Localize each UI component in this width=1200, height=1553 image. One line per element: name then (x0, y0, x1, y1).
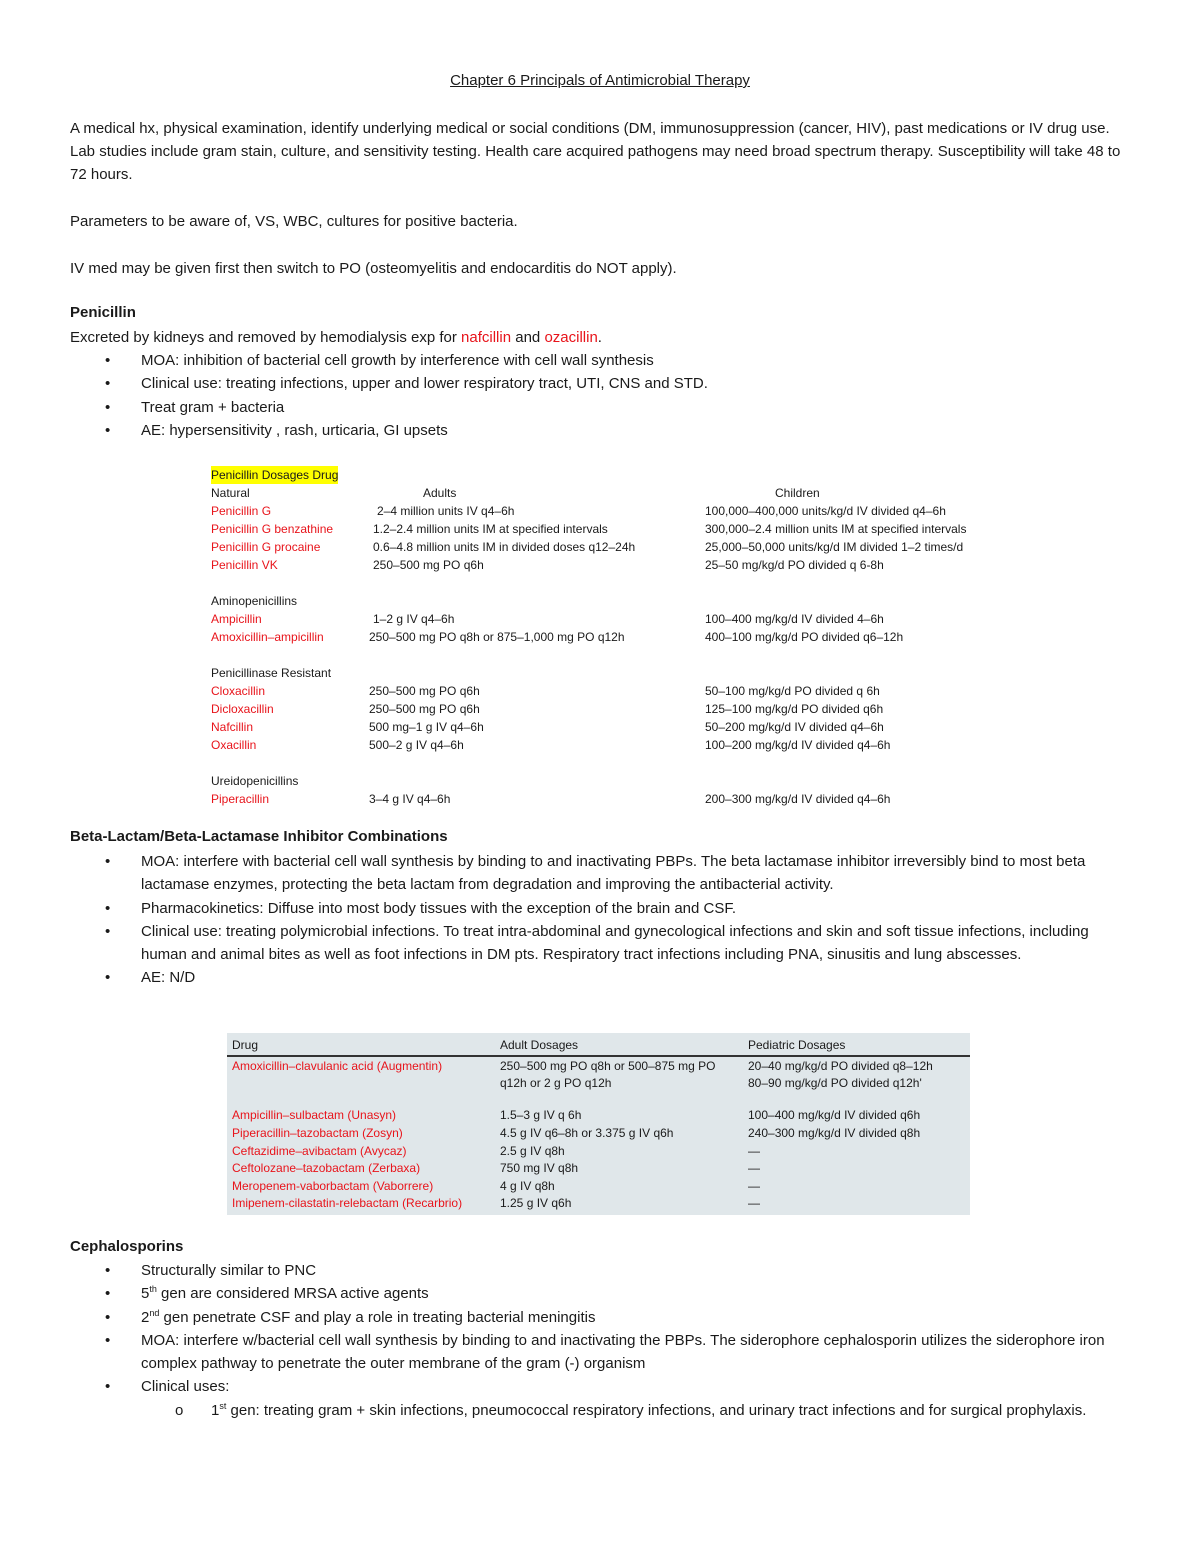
pediatric-dose: 20–40 mg/kg/d PO divided q8–12h (748, 1059, 933, 1073)
pediatric-dose: 80–90 mg/kg/d PO divided q12h' (748, 1076, 922, 1090)
ordinal-suffix: th (149, 1284, 157, 1295)
table-row (211, 790, 1011, 808)
drug-name: Ceftazidime–avibactam (Avycaz) (232, 1144, 407, 1158)
table-row (211, 718, 1011, 736)
child-dose: 125–100 mg/kg/d PO divided q6h (705, 702, 884, 716)
group-name: Natural (211, 486, 250, 500)
list-item: • Structurally similar to PNC (70, 1259, 1130, 1282)
pediatric-dose: 100–400 mg/kg/d IV divided q6h (748, 1108, 921, 1122)
list-item: • MOA: interfere with bacterial cell wall synthesis by binding to and inactivating PBPs. The beta lactamase inhibitor irreversibly bind to most beta lactamase enzymes, protecting the beta lactam from degradation and improving the antibacterial activity. (70, 850, 1130, 897)
group-name: Ureidopenicillins (211, 774, 299, 788)
adult-dose: 4 g IV q8h (500, 1179, 555, 1193)
drug-name: Penicillin G benzathine (211, 522, 334, 536)
drug-name: Imipenem-cilastatin-relebactam (Recarbrio) (232, 1196, 463, 1210)
excretion-and: and (511, 329, 545, 346)
table-row (211, 736, 1011, 754)
col-header-children: Children (775, 486, 820, 500)
pediatric-dose: — (748, 1179, 760, 1193)
excretion-prefix: Excreted by kidneys and removed by hemodialysis exp for (70, 329, 462, 346)
table-row (227, 1059, 970, 1077)
adult-dose: 1.5–3 g IV q 6h (500, 1108, 582, 1122)
drug-name: Ampicillin (211, 612, 262, 626)
adult-dose: 1.25 g IV q6h (500, 1196, 572, 1210)
pediatric-dose: — (748, 1196, 760, 1210)
child-dose: 300,000–2.4 million units IM at specified intervals (705, 522, 967, 536)
drug-name: Meropenem-vaborbactam (Vaborrere) (232, 1179, 434, 1193)
child-dose: 100–200 mg/kg/d IV divided q4–6h (705, 738, 891, 752)
adult-dose: 2.5 g IV q8h (500, 1144, 565, 1158)
penicillin-bullets (70, 349, 1130, 442)
drug-name: Penicillin VK (211, 558, 278, 572)
adult-dose: 3–4 g IV q4–6h (369, 792, 451, 806)
adult-dose: 1.2–2.4 million units IM at specified intervals (373, 522, 608, 536)
table-row (227, 1076, 970, 1094)
col-header-adults: Adults (423, 486, 457, 500)
table-row (211, 502, 1011, 520)
table-row (211, 556, 1011, 574)
child-dose: 200–300 mg/kg/d IV divided q4–6h (705, 792, 891, 806)
adult-dose: 250–500 mg PO q6h (373, 558, 484, 572)
adult-dose: 0.6–4.8 million units IM in divided doses q12–24h (373, 540, 636, 554)
adult-dose: 250–500 mg PO q8h or 500–875 mg PO (500, 1059, 716, 1073)
betalactam-heading: Beta-Lactam/Beta-Lactamase Inhibitor Combinations (70, 828, 448, 845)
clinical-uses-sublist (141, 1399, 1130, 1422)
list-item: • MOA: interfere w/bacterial cell wall synthesis by binding to and inactivating the PBPs. The siderophore cephalosporin utilizes the siderophore iron complex pathway to penetrate the outer membrane of the gram (-) organism (70, 1329, 1130, 1376)
adult-dose: 4.5 g IV q6–8h or 3.375 g IV q6h (500, 1126, 674, 1140)
list-item (70, 1282, 1130, 1305)
table-row (211, 538, 1011, 556)
drug-name: Nafcillin (211, 720, 254, 734)
list-item: • MOA: inhibition of bacterial cell growth by interference with cell wall synthesis (70, 349, 1130, 372)
adult-dose: 2–4 million units IV q4–6h (377, 504, 515, 518)
table-row (211, 610, 1011, 628)
list-item: • Treat gram + bacteria (70, 396, 1130, 419)
header-pediatric-dosages: Pediatric Dosages (748, 1038, 846, 1052)
list-item: • AE: N/D (70, 966, 1130, 989)
table-row (227, 1126, 970, 1144)
table-row (211, 700, 1011, 718)
pediatric-dose: 240–300 mg/kg/d IV divided q8h (748, 1126, 921, 1140)
child-dose: 100–400 mg/kg/d IV divided 4–6h (705, 612, 884, 626)
header-drug: Drug (232, 1038, 259, 1052)
gen-number: 5 (141, 1285, 150, 1303)
cephalosporins-bullets (70, 1259, 1130, 1422)
child-dose: 25,000–50,000 units/kg/d IM divided 1–2 times/d (705, 540, 964, 554)
drug-name: Amoxicillin–ampicillin (211, 630, 324, 644)
gen-number: 1 (211, 1401, 220, 1419)
drug-name: Oxacillin (211, 738, 257, 752)
drug-name: Ceftolozane–tazobactam (Zerbaxa) (232, 1161, 421, 1175)
drug-name: Penicillin G (211, 504, 272, 518)
dosage-table-title: Penicillin Dosages Drug (211, 468, 339, 482)
ordinal-suffix: nd (149, 1307, 160, 1318)
cephalosporins-heading: Cephalosporins (70, 1238, 184, 1255)
adult-dose: 250–500 mg PO q6h (369, 702, 480, 716)
ordinal-suffix: st (219, 1400, 227, 1411)
table-row (211, 628, 1011, 646)
table-row (227, 1144, 970, 1162)
page-title: Chapter 6 Principals of Antimicrobial Therapy (450, 72, 750, 89)
table-header (227, 1033, 970, 1057)
adult-dose: 250–500 mg PO q8h or 875–1,000 mg PO q12h (369, 630, 625, 644)
bullet-text: Clinical uses: (141, 1378, 230, 1396)
child-dose: 50–200 mg/kg/d IV divided q4–6h (705, 720, 884, 734)
intro-paragraph-1: A medical hx, physical examination, identify underlying medical or social conditions (DM, immunosuppression (cancer, HIV), past medications or IV drug use. Lab studies include gram stain, culture, and sensitivity testing. Health care acquired pathogens may need broad spectrum therapy. Susceptibility will take 48 to 72 hours. (70, 120, 1121, 183)
list-item: • Clinical use: treating infections, upper and lower respiratory tract, UTI, CNS and STD. (70, 372, 1130, 395)
table-row (227, 1161, 970, 1179)
bullet-text: gen: treating gram + skin infections, pneumococcal respiratory infections, and urinary tract infections and for surgical prophylaxis. (226, 1401, 1087, 1419)
drug-name: Piperacillin–tazobactam (Zosyn) (232, 1126, 403, 1140)
adult-dose: 500 mg–1 g IV q4–6h (369, 720, 484, 734)
combination-dosage-table (227, 1033, 970, 1215)
gen-number: 2 (141, 1308, 150, 1326)
intro-paragraph-3: IV med may be given first then switch to PO (osteomyelitis and endocarditis do NOT apply). (70, 260, 677, 277)
child-dose: 25–50 mg/kg/d PO divided q 6-8h (705, 558, 884, 572)
adult-dose: 500–2 g IV q4–6h (369, 738, 464, 752)
penicillin-heading: Penicillin (70, 304, 136, 321)
pediatric-dose: — (748, 1161, 760, 1175)
adult-dose: 250–500 mg PO q6h (369, 684, 480, 698)
bullet-text: gen are considered MRSA active agents (156, 1285, 429, 1303)
sub-list-item (141, 1399, 1130, 1422)
pediatric-dose: — (748, 1144, 760, 1158)
drug-name: Piperacillin (211, 792, 270, 806)
adult-dose: q12h or 2 g PO q12h (500, 1076, 612, 1090)
group-name: Aminopenicillins (211, 594, 298, 608)
group-name: Penicillinase Resistant (211, 666, 332, 680)
adult-dose: 750 mg IV q8h (500, 1161, 579, 1175)
header-adult-dosages: Adult Dosages (500, 1038, 579, 1052)
table-row (211, 520, 1011, 538)
list-item: • Clinical use: treating polymicrobial infections. To treat intra-abdominal and gynecological infections and skin and soft tissue infections, including human and animal bites as well as foot infections in DM pts. Respiratory tract infections including PNA, sinusitis and lung abscesses. (70, 920, 1130, 967)
list-item (70, 1306, 1130, 1329)
intro-paragraph-2: Parameters to be aware of, VS, WBC, cultures for positive bacteria. (70, 213, 518, 230)
child-dose: 400–100 mg/kg/d PO divided q6–12h (705, 630, 904, 644)
child-dose: 50–100 mg/kg/d PO divided q 6h (705, 684, 880, 698)
list-item (70, 1375, 1130, 1422)
table-row (227, 1179, 970, 1197)
child-dose: 100,000–400,000 units/kg/d IV divided q4–6h (705, 504, 946, 518)
excretion-drug-nafcillin: nafcillin (461, 329, 512, 346)
table-row (227, 1196, 970, 1214)
drug-name: Cloxacillin (211, 684, 266, 698)
drug-name: Amoxicillin–clavulanic acid (Augmentin) (232, 1059, 443, 1073)
drug-name: Penicillin G procaine (211, 540, 321, 554)
bullet-text: gen penetrate CSF and play a role in treating bacterial meningitis (159, 1308, 596, 1326)
drug-name: Ampicillin–sulbactam (Unasyn) (232, 1108, 397, 1122)
list-item: • AE: hypersensitivity , rash, urticaria, GI upsets (70, 419, 1130, 442)
adult-dose: 1–2 g IV q4–6h (373, 612, 455, 626)
drug-name: Dicloxacillin (211, 702, 274, 716)
table-row (211, 682, 1011, 700)
penicillin-excretion-text (70, 326, 1130, 349)
excretion-drug-ozacillin: ozacillin (544, 329, 598, 346)
betalactam-bullets (70, 850, 1130, 990)
list-item: • Pharmacokinetics: Diffuse into most body tissues with the exception of the brain and CSF. (70, 897, 1130, 920)
table-row (227, 1108, 970, 1126)
penicillin-dosage-table (211, 466, 1011, 808)
excretion-suffix: . (597, 329, 602, 346)
